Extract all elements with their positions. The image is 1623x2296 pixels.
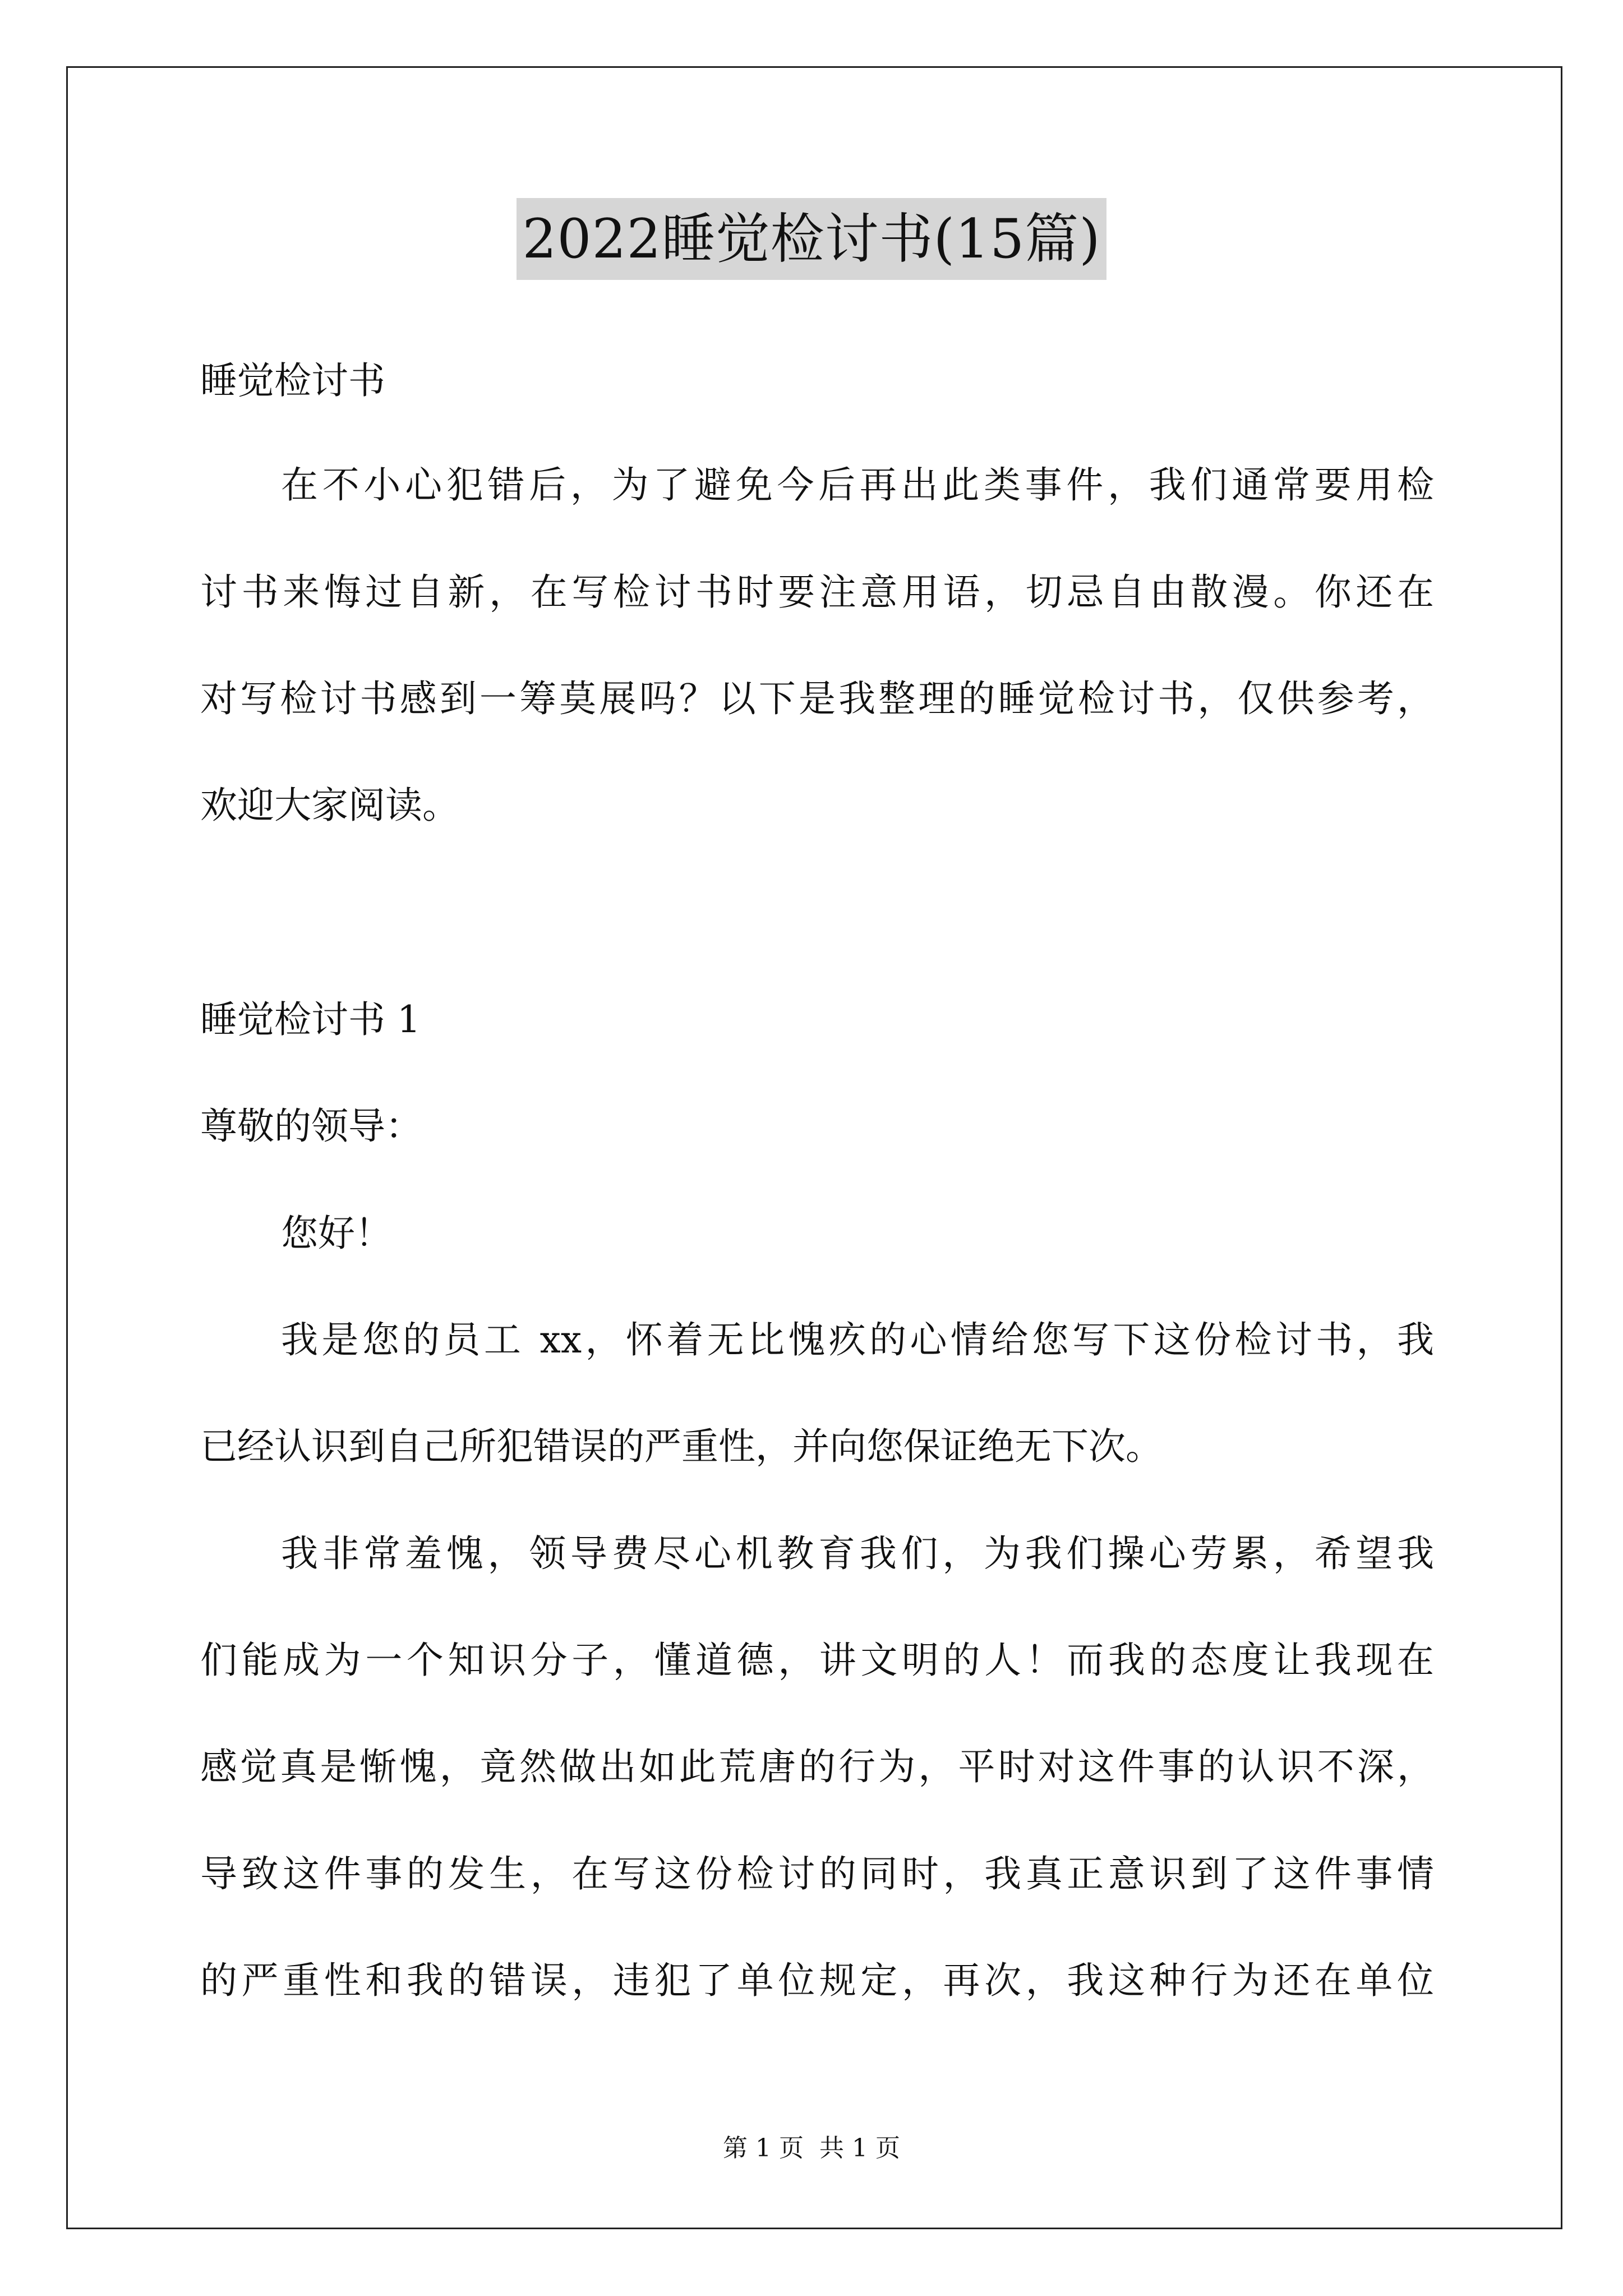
page-footer [0,2132,1623,2165]
body-line-4: 们能成为一个知识分子，懂道德，讲文明的人！而我的态度让我现在 [200,1639,1434,1682]
letter-heading: 睡觉检讨书 1 [200,998,421,1041]
greeting: 您好！ [281,1212,392,1255]
title-container [0,198,1623,280]
intro-line-1: 在不小心犯错后，为了避免今后再出此类事件，我们通常要用检 [281,463,1434,507]
intro-line-4: 欢迎大家阅读。 [200,784,459,827]
intro-line-3: 对写检讨书感到一筹莫展吗？以下是我整理的睡觉检讨书，仅供参考， [200,677,1434,720]
body-line-2: 已经认识到自己所犯错误的严重性，并向您保证绝无下次。 [200,1425,1163,1468]
page-number-current: 第 1 页 [723,2134,804,2162]
body-line-5: 感觉真是惭愧，竟然做出如此荒唐的行为，平时对这件事的认识不深， [200,1745,1434,1788]
document-title: 2022睡觉检讨书(15篇) [517,198,1106,280]
section-heading: 睡觉检讨书 [200,359,385,402]
body-line-3: 我非常羞愧，领导费尽心机教育我们，为我们操心劳累，希望我 [281,1532,1434,1575]
body-line-7: 的严重性和我的错误，违犯了单位规定，再次，我这种行为还在单位 [200,1959,1434,2002]
salutation: 尊敬的领导： [200,1105,422,1148]
page-number-total: 共 1 页 [819,2134,900,2162]
body-line-1: 我是您的员工 xx，怀着无比愧疚的心情给您写下这份检讨书，我 [281,1318,1434,1361]
body-line-6: 导致这件事的发生，在写这份检讨的同时，我真正意识到了这件事情 [200,1852,1434,1895]
intro-line-2: 讨书来悔过自新，在写检讨书时要注意用语，切忌自由散漫。你还在 [200,570,1434,614]
